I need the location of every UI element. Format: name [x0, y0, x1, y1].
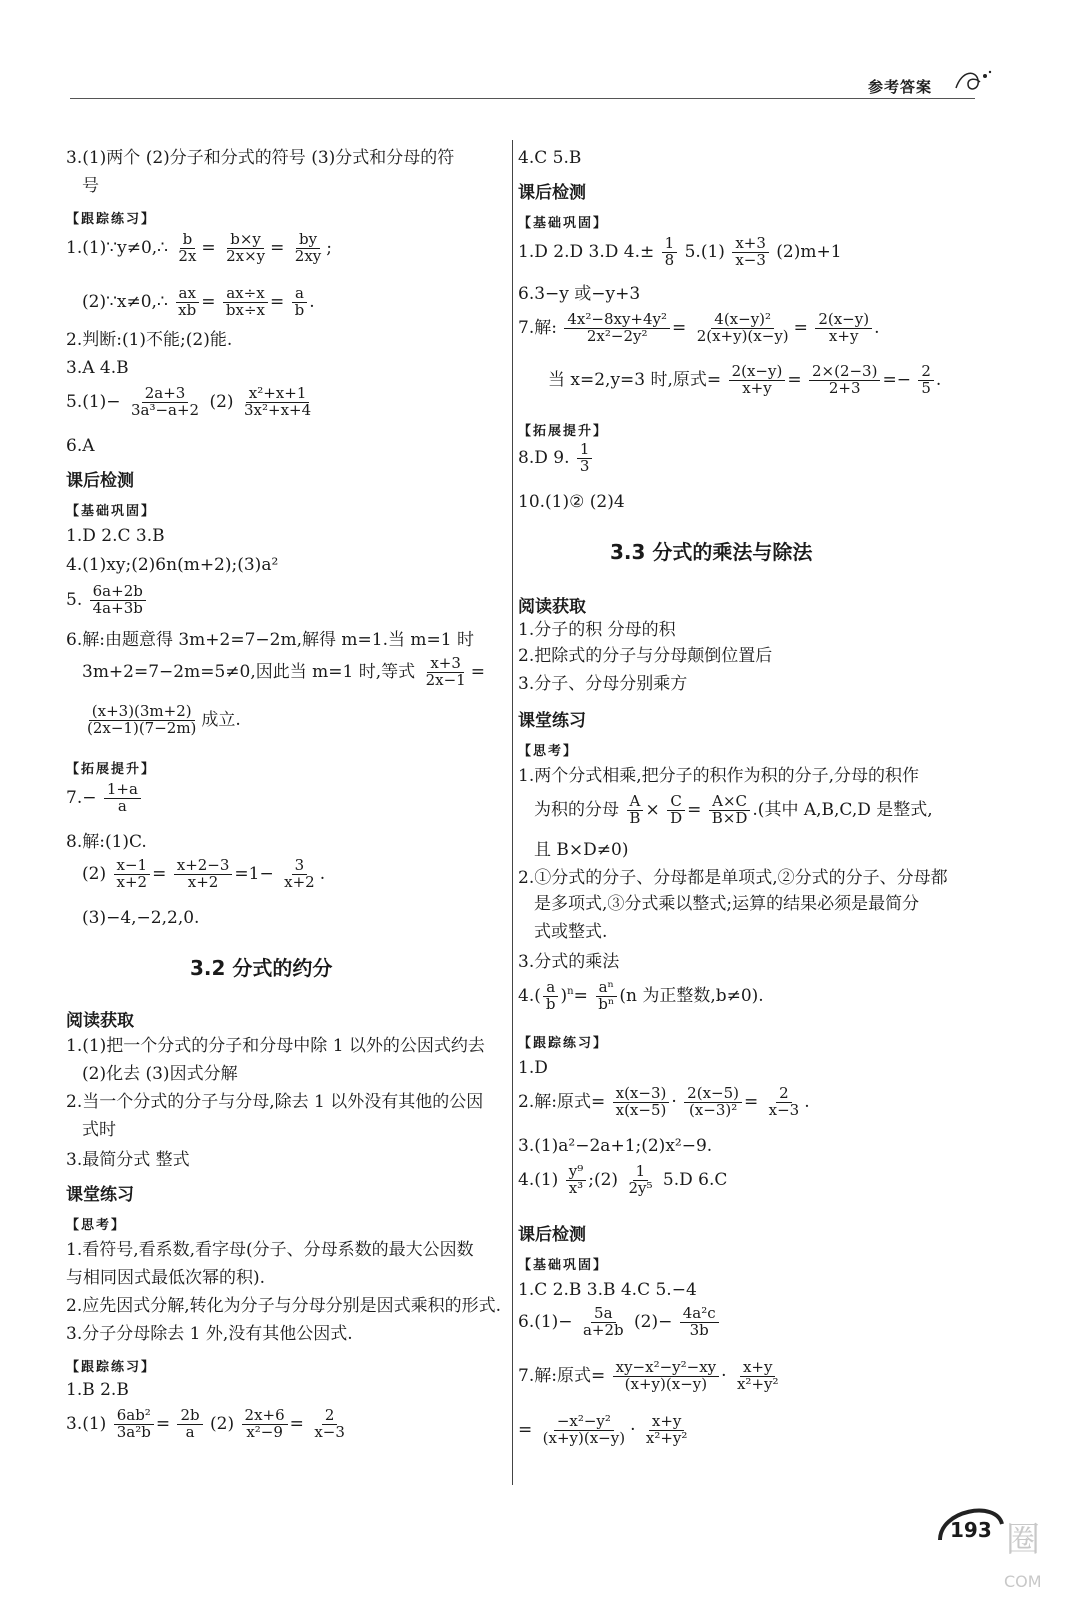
text-line: 1.C 2.B 3.B 4.C 5.−4 — [518, 1280, 697, 1300]
fraction: $\frac{A\times C}{B\times D}$ — [709, 794, 751, 827]
text-line: 且 B×D≠0) — [534, 840, 629, 860]
answer-line: 8.D 9. $\frac{1}{3}$ — [518, 442, 594, 475]
page-number: 193 — [950, 1518, 992, 1542]
text-line: 与相同因式最低次幂的积). — [66, 1268, 266, 1288]
section-tag: 【基础巩固】 — [518, 1258, 609, 1273]
text-line: 3.分子分母除去 1 外,没有其他公因式. — [66, 1324, 353, 1344]
answer-line: 4.( $\frac{a}{b}$ )$^n$= $\frac{\text{aⁿ}}{\text{bⁿ}}$ (n 为正整数,b≠0). — [518, 978, 764, 1013]
answer-line: 7.解:原式= $\frac{\text{xy−x²−y²−xy}}{(x+y)(x-y)}$ · $\frac{x+y}{\text{x²+y²}}$ — [518, 1360, 784, 1393]
section-heading: 课后检测 — [66, 471, 134, 491]
section-tag: 【基础巩固】 — [66, 504, 157, 519]
fraction: $\frac{a}{b}$ — [292, 286, 308, 319]
fraction: $\frac{x+y}{\text{x²+y²}}$ — [645, 1412, 688, 1447]
fraction: $\frac{\text{x²+x+1}}{\text{3x²+x+4}}$ — [243, 384, 312, 419]
answer-line: (2)∵x≠0,∴ $\frac{ax}{xb}$ = $\frac{ax\div x}{bx\div x}$ = $\frac{a}{b}$ . — [82, 284, 315, 319]
watermark-logo-icon — [1004, 1505, 1080, 1593]
fraction: $\frac{\text{y⁹}}{\text{x³}}$ — [566, 1164, 587, 1197]
section-tag: 【拓展提升】 — [66, 762, 157, 777]
text-line: 号 — [82, 176, 99, 196]
fraction: $\frac{b}{2x}$ — [178, 230, 197, 265]
section-tag: 【思考】 — [66, 1218, 127, 1233]
answer-line: 5.(1)− $\frac{2a+3}{\text{3a³−a+2}}$ (2) $\frac{\text{x²+x+1}}{\text{3x²+x+4}}$ — [66, 386, 316, 419]
fraction: $\frac{\text{aⁿ}}{\text{bⁿ}}$ — [595, 980, 617, 1013]
fraction: $\frac{1}{8}$ — [662, 236, 678, 269]
fraction: $\frac{5a}{a+2b}$ — [582, 1304, 624, 1339]
section-tag: 【跟踪练习】 — [66, 212, 157, 227]
section-tag: 【跟踪练习】 — [66, 1360, 157, 1375]
fraction: $\frac{\text{4a²c}}{3b}$ — [680, 1306, 719, 1339]
text-line: 6.3−y 或−y+3 — [518, 284, 641, 304]
section-heading: 课后检测 — [518, 1225, 586, 1245]
answer-line: 7.− $\frac{1+a}{a}$ — [66, 782, 143, 815]
answer-line: 当 x=2,y=3 时,原式= $\frac{2(x-y)}{x+y}$ = $\frac{2\times(2-3)}{2+3}$ =− $\frac{2}{5}$ . — [548, 362, 942, 397]
answer-line: 1.D 2.D 3.D 4.± $\frac{1}{8}$ 5.(1) $\frac{x+3}{x-3}$ (2)m+1 — [518, 234, 842, 269]
fraction: $\frac{x-1}{x+2}$ — [114, 858, 151, 891]
fraction: $\frac{2(x-y)}{x+y}$ — [729, 364, 786, 397]
text-line: 1.D — [518, 1058, 548, 1078]
text-line: 3.分子、分母分别乘方 — [518, 674, 688, 694]
answer-line: 2.解:原式= $\frac{x(x-3)}{x(x-5)}$ · $\frac{2(x-5)}{\text{(x−3)²}}$ = $\frac{2}{x-3}$ . — [518, 1084, 810, 1119]
text-line: (3)−4,−2,2,0. — [82, 908, 200, 928]
fraction: $\frac{6a+2b}{4a+3b}$ — [90, 584, 146, 617]
fraction: $\frac{x+3}{x-3}$ — [732, 236, 769, 269]
section-title: 3.2 分式的约分 — [190, 956, 333, 980]
fraction: $\frac{2a+3}{\text{3a³−a+2}}$ — [130, 384, 200, 419]
fraction: $\frac{2}{x-3}$ — [314, 1406, 345, 1441]
fraction: $\frac{A}{B}$ — [626, 794, 643, 827]
fraction: $\frac{1}{3}$ — [577, 442, 593, 475]
text-line: 1.看符号,看系数,看字母(分子、分母系数的最大公因数 — [66, 1240, 474, 1260]
fraction: $\frac{ax\div x}{bx\div x}$ — [223, 286, 268, 319]
header-rule — [70, 98, 975, 99]
fraction: $\frac{C}{D}$ — [667, 794, 685, 827]
answer-line: (2) $\frac{x-1}{x+2}$ = $\frac{x+2-3}{x+2}$ =1− $\frac{3}{x+2}$ . — [82, 856, 326, 891]
text-line: 6.解:由题意得 3m+2=7−2m,解得 m=1.当 m=1 时 — [66, 630, 474, 650]
fraction: $\frac{1}{\text{2y⁵}}$ — [628, 1162, 653, 1197]
fraction: $\frac{ax}{xb}$ — [175, 286, 199, 319]
fraction: $\frac{3}{x+2}$ — [284, 856, 315, 891]
fraction: $\frac{2}{5}$ — [918, 364, 934, 397]
text-line: 3.(1)两个 (2)分子和分式的符号 (3)分式和分母的符 — [66, 148, 455, 168]
text-line: 2.判断:(1)不能;(2)能. — [66, 330, 233, 350]
fraction: $\frac{\text{4(x−y)²}}{2(x+y)(x-y)}$ — [696, 310, 789, 345]
fraction: $\frac{x+3}{2x-1}$ — [425, 654, 466, 689]
text-line: 1.D 2.C 3.B — [66, 526, 165, 546]
text-line: 是多项式,③分式乘以整式;运算的结果必须是最简分 — [534, 894, 920, 914]
fraction: $\frac{a}{b}$ — [543, 980, 559, 1013]
text-line: (2)化去 (3)因式分解 — [82, 1064, 238, 1084]
answer-line: $\frac{(x+3)(3m+2)}{(2x-1)(7-2m)}$ 成立. — [82, 704, 241, 737]
fraction: $\frac{x+y}{\text{x²+y²}}$ — [736, 1358, 779, 1393]
fraction: $\frac{2x+6}{\text{x²−9}}$ — [242, 1408, 288, 1441]
section-tag: 【基础巩固】 — [518, 216, 609, 231]
answer-line: 1.(1)∵y≠0,∴ $\frac{b}{2x}$ = $\frac{b\times y}{2x\times y}$ = $\frac{by}{2xy}$ ; — [66, 230, 332, 265]
fraction: $\frac{(x+3)(3m+2)}{(2x-1)(7-2m)}$ — [87, 702, 197, 737]
text-line: 10.(1)② (2)4 — [518, 492, 625, 512]
answer-line: 6.(1)− $\frac{5a}{a+2b}$ (2)− $\frac{\text{4a²c}}{3b}$ — [518, 1306, 721, 1339]
text-line: 式或整式. — [534, 922, 608, 942]
fraction: $\frac{\text{xy−x²−y²−xy}}{(x+y)(x-y)}$ — [613, 1360, 720, 1393]
answer-line: 3m+2=7−2m=5≠0,因此当 m=1 时,等式 $\frac{x+3}{2x-1}$ = — [82, 654, 485, 689]
fraction: $\frac{by}{2xy}$ — [294, 230, 322, 265]
answer-line: = $\frac{\text{−x²−y²}}{(x+y)(x-y)}$ · $\frac{x+y}{\text{x²+y²}}$ — [518, 1414, 692, 1447]
fraction: $\frac{2b}{a}$ — [177, 1408, 202, 1441]
text-line: 3.A 4.B — [66, 358, 129, 378]
fraction: $\frac{b\times y}{2x\times y}$ — [226, 230, 266, 265]
text-line: 2.把除式的分子与分母颠倒位置后 — [518, 646, 773, 666]
section-title: 3.3 分式的乘法与除法 — [610, 540, 813, 564]
fraction: $\frac{\text{4x²−8xy+4y²}}{\text{2x²−2y²}}$ — [564, 312, 670, 345]
text-line: 1.两个分式相乘,把分子的积作为积的分子,分母的积作 — [518, 766, 920, 786]
fraction: $\frac{\text{6ab²}}{\text{3a²b}}$ — [114, 1408, 154, 1441]
column-divider — [512, 140, 513, 1485]
fraction: $\frac{x(x-3)}{x(x-5)}$ — [613, 1086, 670, 1119]
swirl-icon — [952, 66, 994, 96]
section-heading: 课后检测 — [518, 183, 586, 203]
svg-text:圈: 圈 — [1006, 1520, 1040, 1560]
text-line: 8.解:(1)C. — [66, 832, 147, 852]
section-heading: 阅读获取 — [66, 1011, 134, 1031]
text-line: 2.①分式的分子、分母都是单项式,②分式的分子、分母都 — [518, 868, 948, 888]
fraction: $\frac{2}{x-3}$ — [768, 1084, 800, 1119]
fraction: $\frac{2\times(2-3)}{2+3}$ — [809, 364, 880, 397]
fraction: $\frac{2(x-y)}{x+y}$ — [815, 312, 872, 345]
text-line: 6.A — [66, 436, 95, 456]
section-heading: 课堂练习 — [66, 1185, 134, 1205]
section-tag: 【思考】 — [518, 744, 579, 759]
text-line: 1.分子的积 分母的积 — [518, 620, 676, 640]
svg-text:COM: COM — [1004, 1572, 1042, 1591]
text-line: 2.当一个分式的分子与分母,除去 1 以外没有其他的公因 — [66, 1092, 484, 1112]
section-heading: 课堂练习 — [518, 711, 586, 731]
answer-line: 5. $\frac{6a+2b}{4a+3b}$ — [66, 584, 148, 617]
answer-line: 为积的分母 $\frac{A}{B}$ × $\frac{C}{D}$ = $\frac{A\times C}{B\times D}$ .(其中 A,B,C,D 是整式, — [534, 792, 933, 827]
text-line: 3.(1)a²−2a+1;(2)x²−9. — [518, 1136, 713, 1156]
answer-line: 4.(1) $\frac{\text{y⁹}}{\text{x³}}$ ;(2) $\frac{1}{\text{2y⁵}}$ 5.D 6.C — [518, 1162, 728, 1197]
fraction: $\frac{x+2-3}{x+2}$ — [174, 858, 233, 891]
text-line: 4.C 5.B — [518, 148, 582, 168]
text-line: 4.(1)xy;(2)6n(m+2);(3)a² — [66, 555, 279, 575]
section-tag: 【跟踪练习】 — [518, 1036, 609, 1051]
fraction: $\frac{2(x-5)}{\text{(x−3)²}}$ — [684, 1086, 742, 1119]
text-line: 1.B 2.B — [66, 1380, 129, 1400]
header-title: 参考答案 — [868, 78, 933, 96]
answer-line: 7.解: $\frac{\text{4x²−8xy+4y²}}{\text{2x²−2y²}}$ = $\frac{\text{4(x−y)²}}{2(x+y)(x-y)}$ = $\frac{2(x-y)}{x+y}$ . — [518, 310, 880, 345]
text-line: 1.(1)把一个分式的分子和分母中除 1 以外的公因式约去 — [66, 1036, 485, 1056]
fraction: $\frac{1+a}{a}$ — [104, 782, 141, 815]
text-line: 2.应先因式分解,转化为分子与分母分别是因式乘积的形式. — [66, 1296, 502, 1316]
section-tag: 【拓展提升】 — [518, 424, 609, 439]
fraction: $\frac{\text{−x²−y²}}{(x+y)(x-y)}$ — [542, 1412, 626, 1447]
answer-line: 3.(1) $\frac{\text{6ab²}}{\text{3a²b}}$ = $\frac{2b}{a}$ (2) $\frac{2x+6}{\text{x²−9}}$ = $\frac{2}{x-3}$ — [66, 1408, 350, 1441]
text-line: 3.分式的乘法 — [518, 952, 620, 972]
text-line: 式时 — [82, 1120, 116, 1140]
text-line: 3.最简分式 整式 — [66, 1150, 190, 1170]
section-heading: 阅读获取 — [518, 597, 586, 617]
